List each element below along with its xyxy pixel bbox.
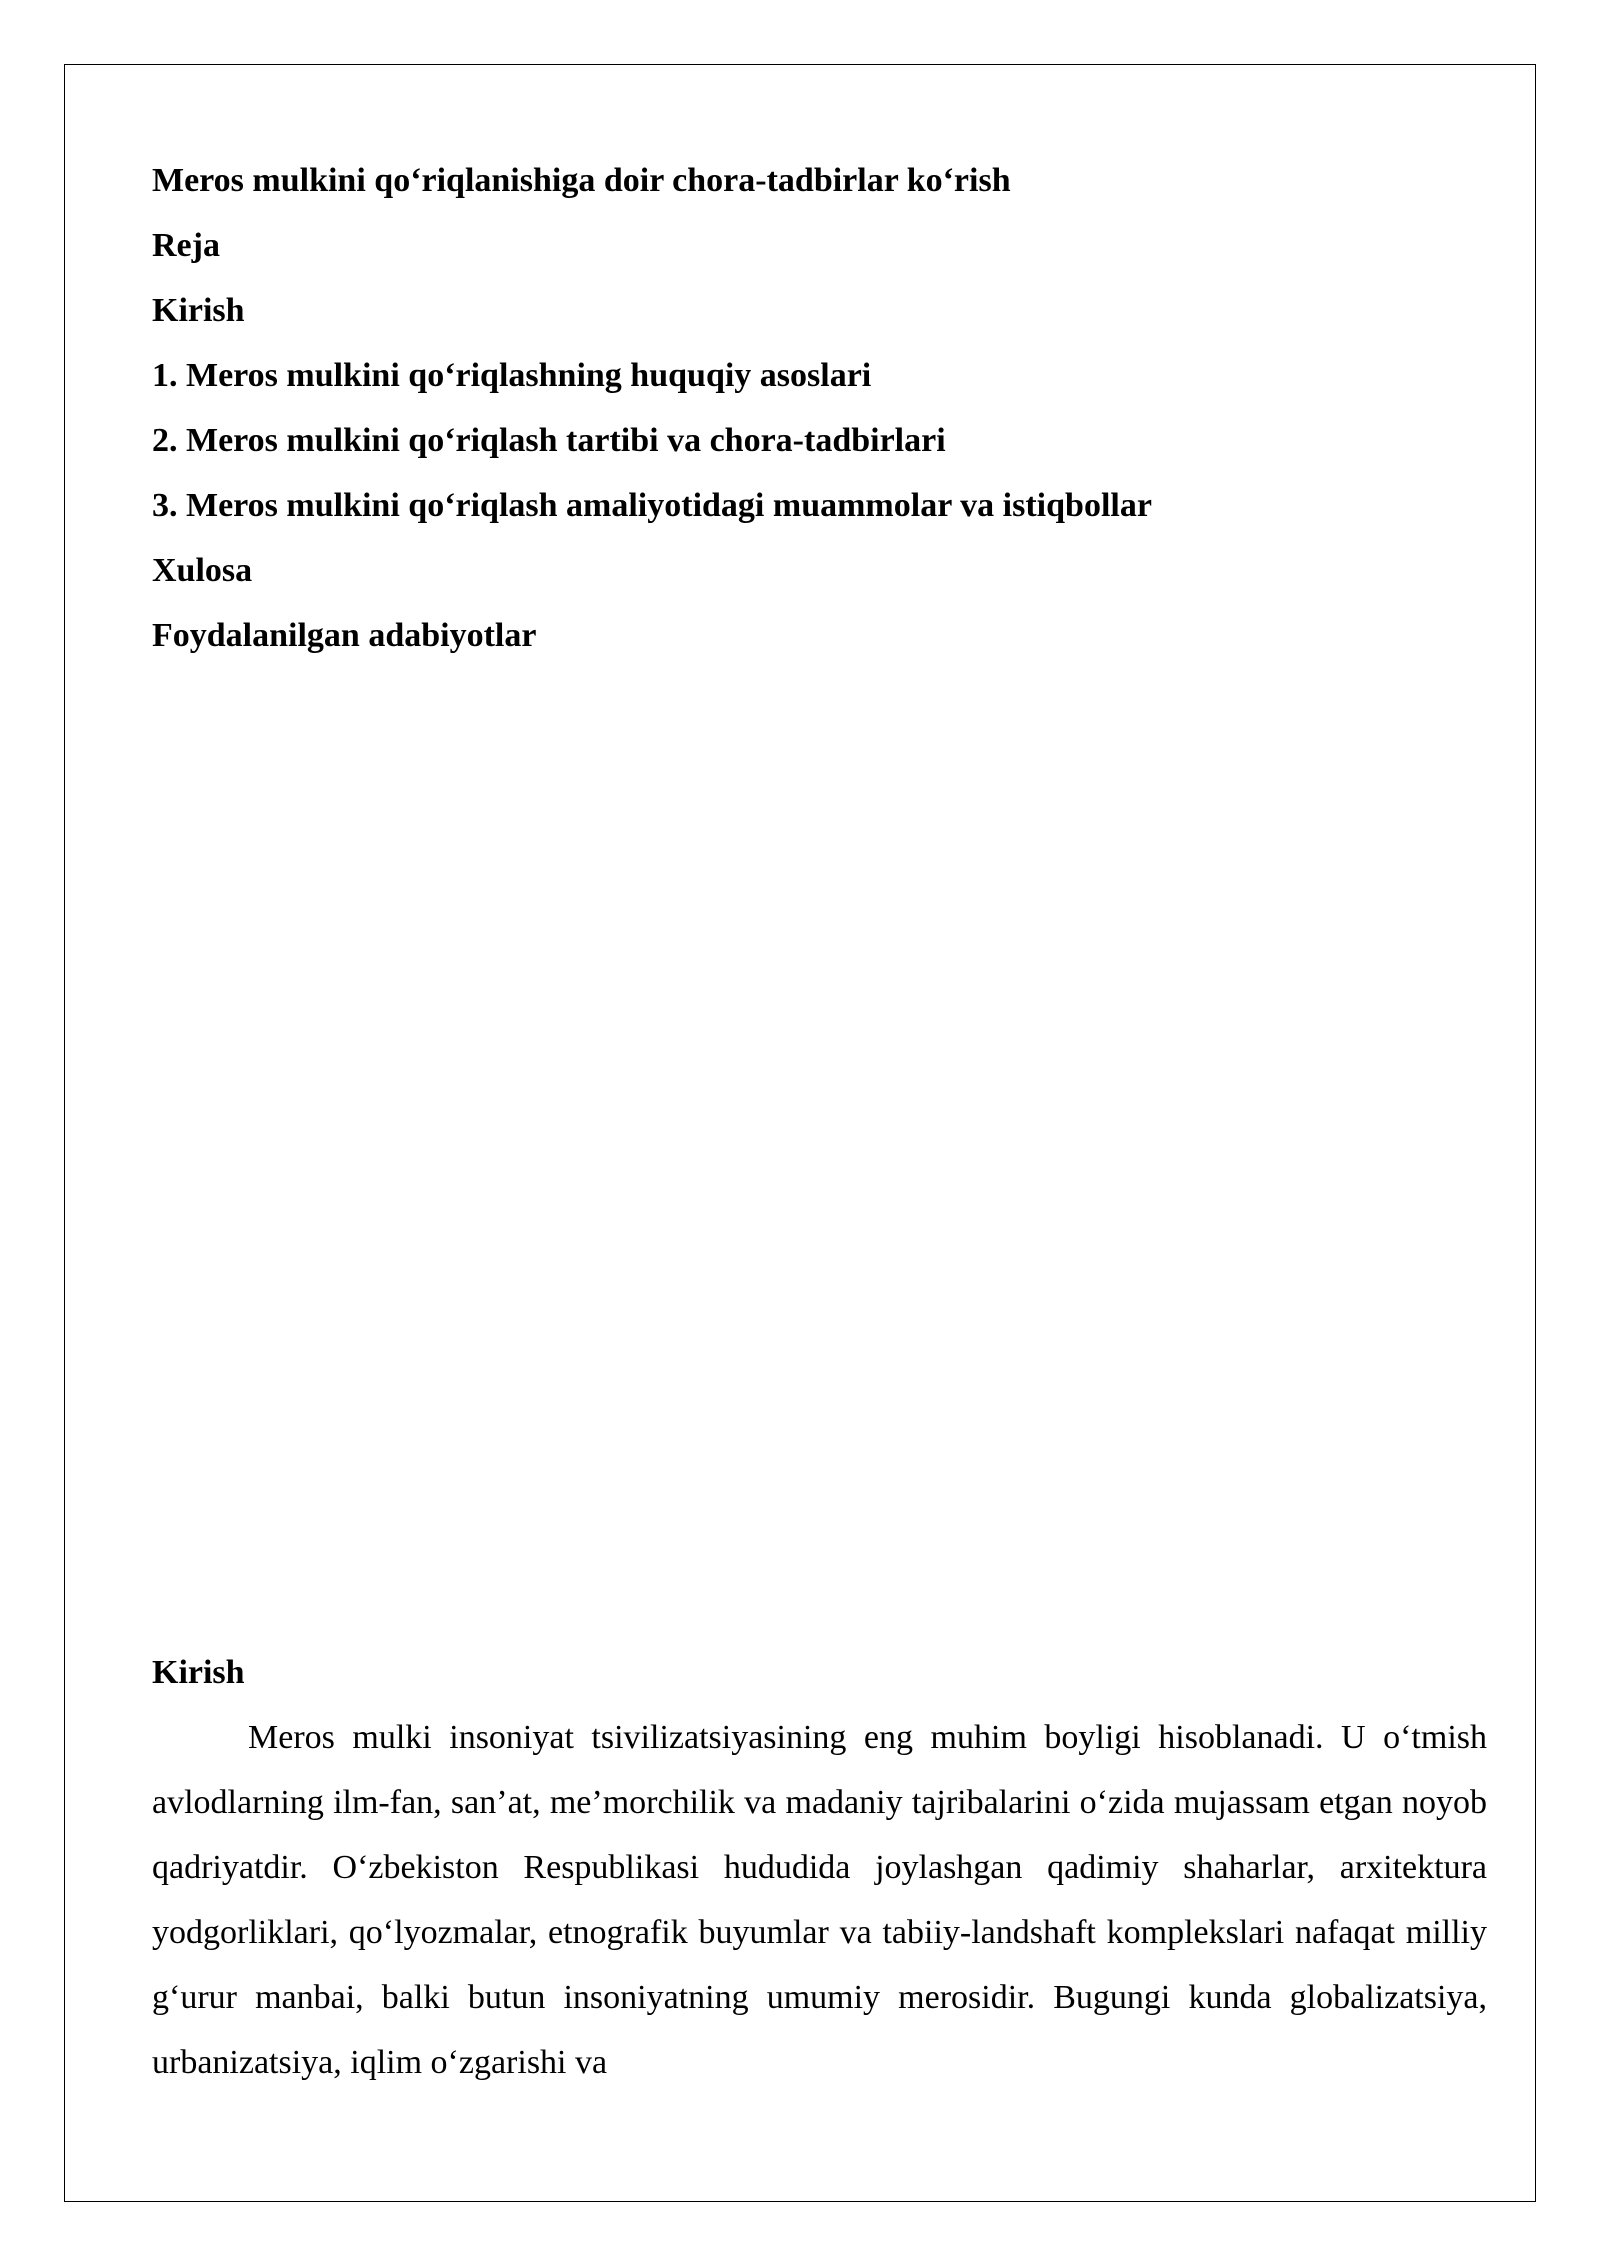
plan-item-conclusion: Xulosa [152, 552, 253, 589]
plan-item-introduction: Kirish [152, 292, 245, 329]
introduction-section [152, 1640, 1487, 2095]
table-of-contents [152, 148, 1492, 668]
plan-item-2: 2. Meros mulkini qo‘riqlash tartibi va chora-tadbirlari [152, 422, 946, 459]
introduction-heading: Kirish [152, 1654, 245, 1691]
introduction-paragraph: Meros mulki insoniyat tsivilizatsiyasining eng muhim boyligi hisoblanadi. U o‘tmish avlodlarning ilm-fan, san’at, me’morchilik va madaniy tajribalarini o‘zida mujassam etgan noyob qadriyatdir. O‘zbekiston Respublikasi hududida joylashgan qadimiy shaharlar, arxitektura yodgorliklari, qo‘lyozmalar, etnografik buyumlar va tabiiy-landshaft komplekslari nafaqat milliy g‘urur manbai, balki butun insoniyatning umumiy merosidir. Bugungi kunda globalizatsiya, urbanizatsiya, iqlim o‘zgarishi va [152, 1719, 1487, 2081]
plan-heading: Reja [152, 227, 220, 264]
plan-item-3: 3. Meros mulkini qo‘riqlash amaliyotidagi muammolar va istiqbollar [152, 487, 1152, 524]
document-title: Meros mulkini qo‘riqlanishiga doir chora-tadbirlar ko‘rish [152, 162, 1011, 199]
plan-item-references: Foydalanilgan adabiyotlar [152, 617, 537, 654]
plan-item-1: 1. Meros mulkini qo‘riqlashning huquqiy asoslari [152, 357, 872, 394]
